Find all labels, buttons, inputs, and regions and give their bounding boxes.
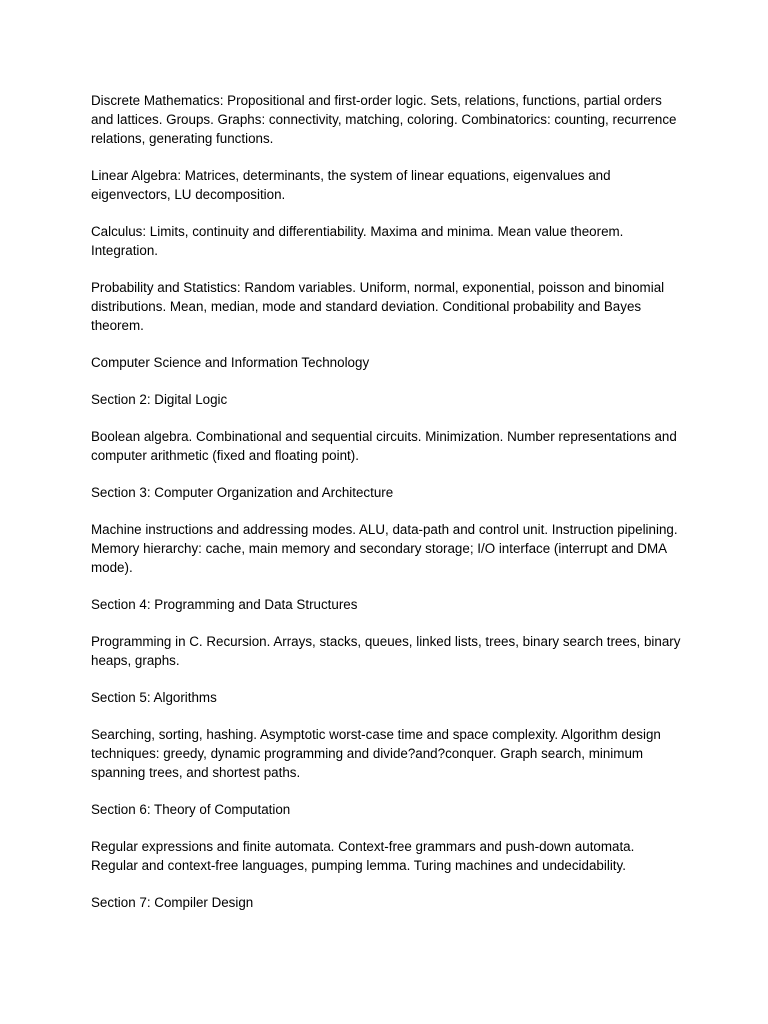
paragraph-programming-data-structures: Programming in C. Recursion. Arrays, stacks, queues, linked lists, trees, binary search trees, binary heaps, graphs.: [91, 634, 681, 668]
heading-section-6: Section 6: Theory of Computation: [91, 802, 291, 817]
heading-cs-it: Computer Science and Information Technology: [91, 355, 370, 370]
paragraph-probability-statistics: Probability and Statistics: Random variables. Uniform, normal, exponential, poisson and binomial distributions. Mean, median, mode and standard deviation. Conditional probability and Bayes theorem.: [91, 280, 665, 333]
paragraph-discrete-mathematics: Discrete Mathematics: Propositional and first-order logic. Sets, relations, functions, partial orders and lattices. Groups. Graphs: connectivity, matching, coloring. Combinatorics: counting, recurrence relations, generating functions.: [91, 93, 677, 146]
paragraph-computer-organization: Machine instructions and addressing modes. ALU, data-path and control unit. Instruction pipelining. Memory hierarchy: cache, main memory and secondary storage; I/O interface (interrupt and DMA mode).: [91, 522, 678, 575]
paragraph-theory-of-computation: Regular expressions and finite automata. Context-free grammars and push-down automata. Regular and context-free languages, pumping lemma. Turing machines and undecidability.: [91, 839, 635, 873]
heading-section-4: Section 4: Programming and Data Structures: [91, 597, 358, 612]
heading-section-2: Section 2: Digital Logic: [91, 392, 228, 407]
document-body: [91, 91, 681, 930]
paragraph-digital-logic: Boolean algebra. Combinational and sequential circuits. Minimization. Number representations and computer arithmetic (fixed and floating point).: [91, 429, 677, 463]
heading-section-7: Section 7: Compiler Design: [91, 895, 254, 910]
paragraph-linear-algebra: Linear Algebra: Matrices, determinants, the system of linear equations, eigenvalues and eigenvectors, LU decomposition.: [91, 168, 611, 202]
paragraph-algorithms: Searching, sorting, hashing. Asymptotic worst-case time and space complexity. Algorithm design techniques: greedy, dynamic programming and divide?and?conquer. Graph search, minimum spanning trees, and shortest paths.: [91, 727, 661, 780]
heading-section-5: Section 5: Algorithms: [91, 690, 217, 705]
heading-section-3: Section 3: Computer Organization and Architecture: [91, 485, 394, 500]
paragraph-calculus: Calculus: Limits, continuity and differentiability. Maxima and minima. Mean value theorem. Integration.: [91, 224, 624, 258]
